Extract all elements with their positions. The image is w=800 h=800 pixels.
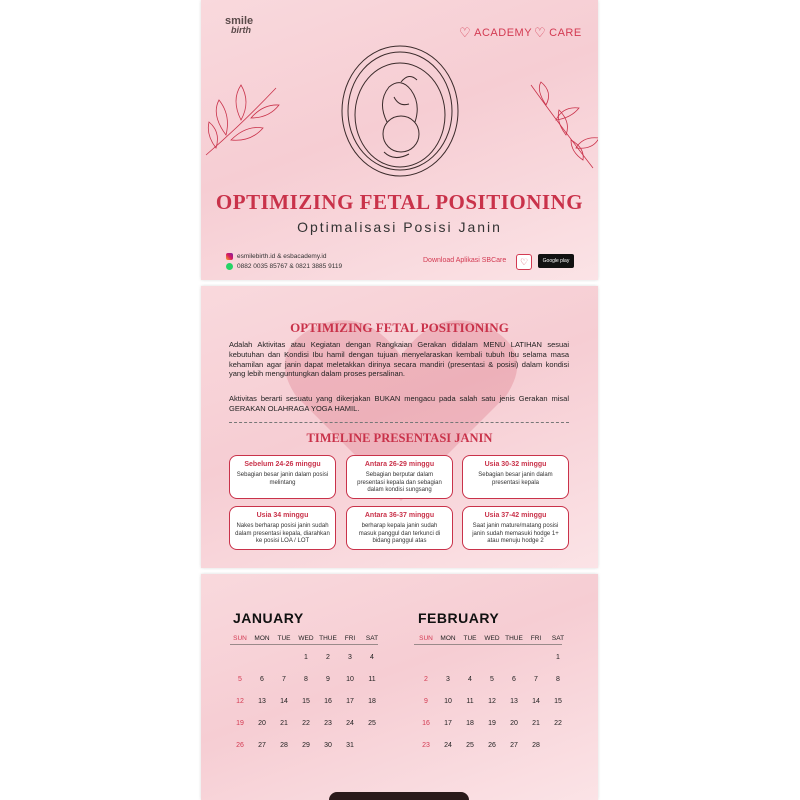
smilebirth-logo: smile birth <box>225 15 254 35</box>
weekday-header: TUE <box>277 635 291 642</box>
calendar-day: 29 <box>302 742 310 749</box>
info-panel <box>201 286 598 568</box>
sbcare-app-icon[interactable]: ♡ <box>516 254 532 270</box>
calendar-day: 25 <box>466 742 474 749</box>
section-title: OPTIMIZING FETAL POSITIONING <box>290 320 509 335</box>
weekday-header: THUE <box>319 635 337 642</box>
social-contact: esmilebirth.id & esbacademy.id <box>226 253 326 260</box>
page-title: OPTIMIZING FETAL POSITIONING <box>215 190 584 214</box>
calendar-day: 27 <box>258 742 266 749</box>
calendar-panel <box>201 574 598 800</box>
definition-paragraph: Adalah Aktivitas atau Kegiatan dengan Rangkaian Gerakan didalam MENU LATIHAN sesuai kebutuhan dan Kondisi Ibu hamil dengan tujuan menyelaraskan kembali tubuh Ibu selama masa kehamilan agar janin dapat meletakkan dirinya secara mandiri (presentasi & posisi) dalam kondisi yang lebih menguntungkan dalam proses persalinan. <box>229 340 569 379</box>
calendar-day: 9 <box>424 698 428 705</box>
calendar-day: 25 <box>368 720 376 727</box>
weekday-header: FRI <box>344 635 356 642</box>
timeline-card: Antara 36-37 minggu berharap kepala janin sudah masuk panggul dan terkunci di bidang panggul atas <box>346 506 453 550</box>
calendar-day: 7 <box>534 676 538 683</box>
calendar-day: 20 <box>258 720 266 727</box>
care-brand: ♡ CARE <box>534 25 582 40</box>
cover-panel <box>201 0 598 280</box>
calendar-day: 22 <box>302 720 310 727</box>
whatsapp-icon <box>226 263 233 270</box>
calendar-day: 20 <box>510 720 518 727</box>
weekday-header: SUN <box>419 635 433 642</box>
calendar-day: 5 <box>238 676 242 683</box>
calendar-day: 4 <box>370 654 374 661</box>
january-title: JANUARY <box>233 610 304 626</box>
calendar-day: 24 <box>346 720 354 727</box>
timeline-card: Usia 30-32 minggu Sebagian besar janin dalam presentasi kepala <box>462 455 569 499</box>
february-header-line <box>414 644 562 645</box>
divider <box>229 422 569 423</box>
calendar-day: 30 <box>324 742 332 749</box>
academy-brand: ♡ ACADEMY <box>459 25 533 40</box>
calendar-day: 16 <box>324 698 332 705</box>
heart-logo-icon: ♡ <box>459 25 472 40</box>
instagram-icon <box>226 253 233 260</box>
calendar-day: 21 <box>280 720 288 727</box>
weekday-header: MON <box>254 635 270 642</box>
calendar-day: 17 <box>444 720 452 727</box>
calendar-day: 14 <box>532 698 540 705</box>
calendar-day: 13 <box>510 698 518 705</box>
calendar-day: 4 <box>468 676 472 683</box>
calendar-day: 7 <box>282 676 286 683</box>
calendar-day: 19 <box>488 720 496 727</box>
calendar-day: 2 <box>424 676 428 683</box>
calendar-day: 10 <box>346 676 354 683</box>
calendar-day: 27 <box>510 742 518 749</box>
timeline-card: Sebelum 24-26 minggu Sebagian besar janin dalam posisi melintang <box>229 455 336 499</box>
calendar-day: 1 <box>556 654 560 661</box>
calendar-day: 10 <box>444 698 452 705</box>
page-subtitle: Optimalisasi Posisi Janin <box>297 219 502 235</box>
fetus-illustration <box>339 42 461 180</box>
calendar-day: 9 <box>326 676 330 683</box>
timeline-title: TIMELINE PRESENTASI JANIN <box>306 431 493 445</box>
activity-paragraph: Aktivitas berarti sesuatu yang dikerjakan BUKAN mengacu pada salah satu jenis Gerakan misal GERAKAN OLAHRAGA YOGA HAMIL. <box>229 394 569 413</box>
calendar-day: 2 <box>326 654 330 661</box>
calendar-day: 12 <box>488 698 496 705</box>
weekday-header: TUE <box>463 635 477 642</box>
right-leaf-illustration <box>521 80 598 175</box>
calendar-day: 22 <box>554 720 562 727</box>
phone-contact: 0882 0035 85767 & 0821 3885 9119 <box>226 263 342 270</box>
calendar-day: 26 <box>236 742 244 749</box>
january-header-line <box>230 644 378 645</box>
calendar-day: 5 <box>490 676 494 683</box>
calendar-day: 15 <box>554 698 562 705</box>
calendar-day: 21 <box>532 720 540 727</box>
heart-logo-icon: ♡ <box>534 25 547 40</box>
weekday-header: FRI <box>530 635 542 642</box>
calendar-day: 13 <box>258 698 266 705</box>
calendar-day: 28 <box>280 742 288 749</box>
calendar-day: 14 <box>280 698 288 705</box>
february-title: FEBRUARY <box>418 610 500 626</box>
calendar-day: 17 <box>346 698 354 705</box>
calendar-day: 16 <box>422 720 430 727</box>
timeline-card: Antara 26-29 minggu Sebagian berputar dalam presentasi kepala dan sebagian dalam kondisi sungsang <box>346 455 453 499</box>
calendar-day: 18 <box>368 698 376 705</box>
weekday-header: THUE <box>505 635 523 642</box>
calendar-day: 3 <box>348 654 352 661</box>
weekday-header: SAT <box>551 635 565 642</box>
left-leaf-illustration <box>201 80 291 160</box>
calendar-day: 11 <box>368 676 376 683</box>
calendar-day: 23 <box>422 742 430 749</box>
calendar-day: 23 <box>324 720 332 727</box>
weekday-header: SUN <box>233 635 247 642</box>
calendar-day: 6 <box>260 676 264 683</box>
weekday-header: WED <box>484 635 500 642</box>
calendar-day: 3 <box>446 676 450 683</box>
calendar-day: 24 <box>444 742 452 749</box>
calendar-day: 8 <box>556 676 560 683</box>
calendar-day: 8 <box>304 676 308 683</box>
calendar-day: 15 <box>302 698 310 705</box>
calendar-day: 6 <box>512 676 516 683</box>
calendar-day: 26 <box>488 742 496 749</box>
calendar-day: 12 <box>236 698 244 705</box>
google-play-badge[interactable]: Google play <box>538 254 574 268</box>
timeline-card: Usia 37-42 minggu Saat janin mature/matang posisi janin sudah memasuki hodge 1+ atau menuju hodge 2 <box>462 506 569 550</box>
calendar-day: 1 <box>304 654 308 661</box>
timeline-card: Usia 34 minggu Nakes berharap posisi janin sudah dalam presentasi kepala, diarahkan ke posisi LOA / LOT <box>229 506 336 550</box>
weekday-header: SAT <box>365 635 379 642</box>
calendar-day: 19 <box>236 720 244 727</box>
weekday-header: MON <box>440 635 456 642</box>
calendar-day: 28 <box>532 742 540 749</box>
download-app-text: Download Aplikasi SBCare <box>423 257 507 264</box>
calendar-day: 18 <box>466 720 474 727</box>
calendar-day: 31 <box>346 742 354 749</box>
calendar-day: 11 <box>466 698 474 705</box>
weekday-header: WED <box>298 635 314 642</box>
hanger-bar <box>329 792 469 800</box>
